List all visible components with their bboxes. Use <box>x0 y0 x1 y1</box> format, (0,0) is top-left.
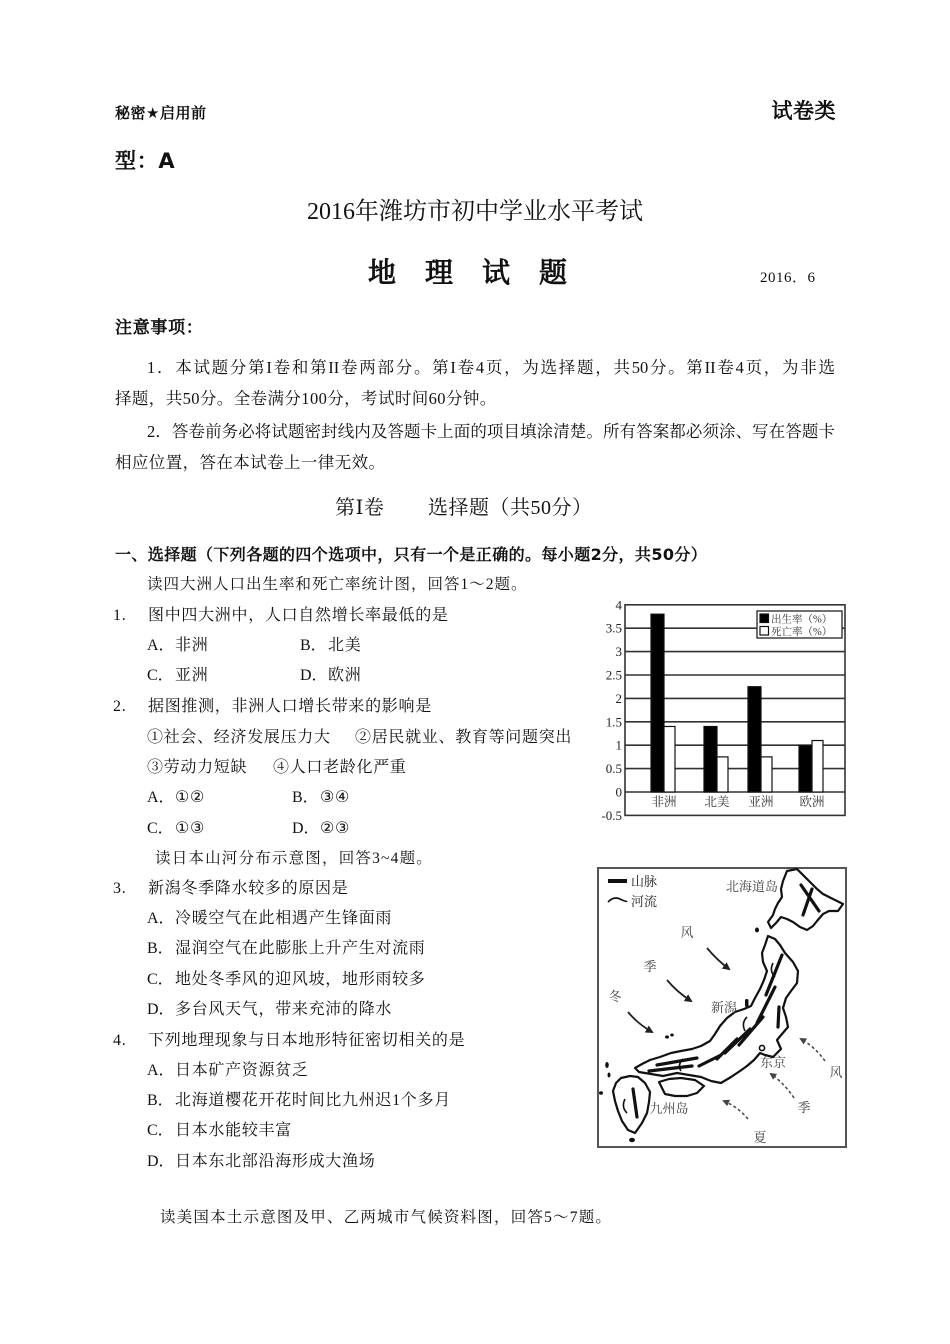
option-b <box>147 1089 451 1113</box>
question-stem: 图中四大洲中，人口自然增长率最低的是 <box>148 607 449 624</box>
option-c <box>147 968 426 992</box>
option-a <box>147 786 205 810</box>
question-number: 1. <box>113 607 127 624</box>
question-stem: 下列地理现象与日本地形特征密切相关的是 <box>148 1032 466 1049</box>
bar-birth-rate <box>748 687 761 792</box>
option-c <box>147 664 208 688</box>
option-text: 多台风天气，带来充沛的降水 <box>175 1001 393 1018</box>
tokyo-label: 东京 <box>759 1055 787 1070</box>
option-text: 日本矿产资源贫乏 <box>175 1062 309 1079</box>
option-d <box>300 664 361 688</box>
bar-birth-rate <box>704 726 717 792</box>
y-tick-label: 4 <box>615 598 622 613</box>
y-tick-label: 3.5 <box>605 620 622 636</box>
island-dot <box>670 1034 674 1037</box>
legend-label: 出生率（%） <box>771 614 833 626</box>
option-a <box>147 1059 309 1083</box>
option-letter: D． <box>292 820 320 837</box>
y-tick-label: -0.5 <box>601 807 622 823</box>
option-text: 日本水能较丰富 <box>175 1122 292 1139</box>
option-letter: A． <box>147 637 175 654</box>
question-group-intro: 读美国本土示意图及甲、乙两城市气候资料图，回答5～7题。 <box>160 1209 613 1226</box>
hokkaido-label: 北海道岛 <box>725 879 779 894</box>
option-letter: B． <box>292 789 319 806</box>
winter-monsoon-char: 风 <box>680 925 694 940</box>
option-text: ①③ <box>175 820 206 837</box>
option-letter: B． <box>147 1092 174 1109</box>
option-text: 非洲 <box>175 637 209 654</box>
option-letter: C． <box>147 820 174 837</box>
y-tick-label: 1.5 <box>605 714 622 730</box>
summer-monsoon-char: 夏 <box>753 1130 767 1145</box>
part-title: 选择题（共50分） <box>428 497 593 519</box>
notice-line: 择题，共50分。全卷满分100分，考试时间60分钟。 <box>115 389 497 408</box>
bar-death-rate <box>664 726 675 792</box>
confidential-label: 秘密★启用前 <box>115 104 207 122</box>
notice-line: 1．本试题分第I卷和第II卷两部分。第I卷4页，为选择题，共50分。第II卷4页，为非选 <box>147 358 835 377</box>
notice-line: 相应位置，答在本试卷上一律无效。 <box>115 453 386 472</box>
subject-title <box>368 255 567 291</box>
option-letter: D． <box>300 667 328 684</box>
option-a <box>147 634 208 658</box>
option-letter: A． <box>147 910 175 927</box>
subject-char: 试 <box>482 256 511 289</box>
question-group-intro: 读四大洲人口出生率和死亡率统计图，回答1～2题。 <box>147 576 528 593</box>
island-dot <box>755 928 759 933</box>
option-text: 冷暖空气在此相遇产生锋面雨 <box>175 910 393 927</box>
paper-type-label: 试卷类 <box>771 99 836 123</box>
bar-death-rate <box>812 741 823 792</box>
island-dot <box>599 1091 603 1095</box>
niigata-marker <box>745 999 749 1007</box>
option-letter: C． <box>147 1122 174 1139</box>
summer-monsoon-char: 季 <box>797 1100 811 1115</box>
option-d <box>147 998 392 1022</box>
exam-title: 2016年潍坊市初中学业水平考试 <box>307 199 643 225</box>
y-tick-label: 2.5 <box>605 667 622 683</box>
subject-char: 理 <box>425 256 454 289</box>
bar-death-rate <box>761 757 772 792</box>
statement: ③劳动力短缺 <box>147 759 248 776</box>
option-letter: C． <box>147 667 174 684</box>
island-dot <box>629 1138 635 1142</box>
option-d <box>292 817 350 841</box>
y-tick-label: 2 <box>615 690 622 706</box>
legend-label: 死亡率（%） <box>771 627 833 638</box>
y-tick-label: 1 <box>615 737 622 753</box>
option-letter: B． <box>300 637 327 654</box>
japan-mountains-rivers-map <box>597 867 847 1148</box>
x-category-label: 北美 <box>704 795 730 809</box>
option-text: 北海道樱花开花时间比九州迟1个多月 <box>175 1092 451 1109</box>
option-text: 欧洲 <box>328 667 362 684</box>
option-b <box>300 634 361 658</box>
option-letter: B． <box>147 940 174 957</box>
statement: ④人口老龄化严重 <box>273 759 407 776</box>
mountain-range <box>778 1007 779 1027</box>
option-b <box>292 786 350 810</box>
winter-monsoon-char: 冬 <box>608 989 622 1004</box>
notice-line: 2．答卷前务必将试题密封线内及答题卡上面的项目填涂清楚。所有答案都必须涂、写在答题卡 <box>147 422 835 441</box>
shikoku-outline <box>659 1078 704 1096</box>
kyushu-label: 九州岛 <box>649 1101 689 1116</box>
option-a <box>147 907 392 931</box>
section-heading: 一、选择题（下列各题的四个选项中，只有一个是正确的。每小题2分，共50分） <box>115 545 708 564</box>
question-number: 3. <box>113 880 127 897</box>
question-stem: 新潟冬季降水较多的原因是 <box>148 880 349 897</box>
legend-swatch <box>760 627 769 636</box>
population-rate-bar-chart <box>590 598 852 824</box>
statement: ②居民就业、教育等问题突出 <box>355 729 573 746</box>
y-tick-label: 3 <box>615 644 622 660</box>
tokyo-marker <box>759 1045 764 1050</box>
option-letter: A． <box>147 1062 175 1079</box>
island-dot <box>665 1035 669 1038</box>
legend-label: 山脉 <box>631 874 658 889</box>
statement: ①社会、经济发展压力大 <box>147 729 331 746</box>
option-text: 北美 <box>328 637 362 654</box>
option-letter: D． <box>147 1001 175 1018</box>
question-stem: 据图推测，非洲人口增长带来的影响是 <box>148 698 432 715</box>
option-letter: C． <box>147 971 174 988</box>
option-c <box>147 1119 292 1143</box>
bar-birth-rate <box>799 745 812 792</box>
question-number: 4. <box>113 1032 127 1049</box>
island-dot <box>608 1073 611 1078</box>
bar-death-rate <box>717 757 728 792</box>
bar-birth-rate <box>651 614 664 792</box>
legend-label: 河流 <box>631 894 658 909</box>
x-category-label: 亚洲 <box>748 795 774 809</box>
option-text: ②③ <box>320 820 351 837</box>
part-volume-label: 第Ⅰ卷 <box>335 497 385 519</box>
summer-monsoon-char: 风 <box>829 1065 843 1080</box>
subject-char: 题 <box>539 256 568 289</box>
option-b <box>147 937 426 961</box>
option-text: 日本东北部沿海形成大渔场 <box>175 1153 376 1170</box>
exam-date: 2016．6 <box>760 270 816 286</box>
winter-monsoon-char: 季 <box>643 959 657 974</box>
option-letter: A． <box>147 789 175 806</box>
niigata-label: 新潟 <box>710 1000 738 1015</box>
option-text: 地处冬季风的迎风坡，地形雨较多 <box>175 971 426 988</box>
island-dot <box>605 1062 609 1068</box>
legend-swatch <box>760 614 769 623</box>
option-text: ③④ <box>320 789 351 806</box>
option-text: 亚洲 <box>175 667 209 684</box>
notice-heading: 注意事项： <box>115 318 204 338</box>
option-text: ①② <box>175 789 206 806</box>
option-letter: D． <box>147 1153 175 1170</box>
option-text: 湿润空气在此膨胀上升产生对流雨 <box>175 940 426 957</box>
question-number: 2. <box>113 698 127 715</box>
x-category-label: 欧洲 <box>799 795 825 809</box>
option-d <box>147 1150 375 1174</box>
y-tick-label: 0 <box>615 784 622 800</box>
y-tick-label: 0.5 <box>605 761 622 777</box>
paper-type-value: 型：A <box>115 149 176 173</box>
x-category-label: 非洲 <box>651 795 677 809</box>
question-group-intro: 读日本山河分布示意图，回答3~4题。 <box>155 850 433 867</box>
subject-char: 地 <box>368 256 397 289</box>
option-c <box>147 817 205 841</box>
